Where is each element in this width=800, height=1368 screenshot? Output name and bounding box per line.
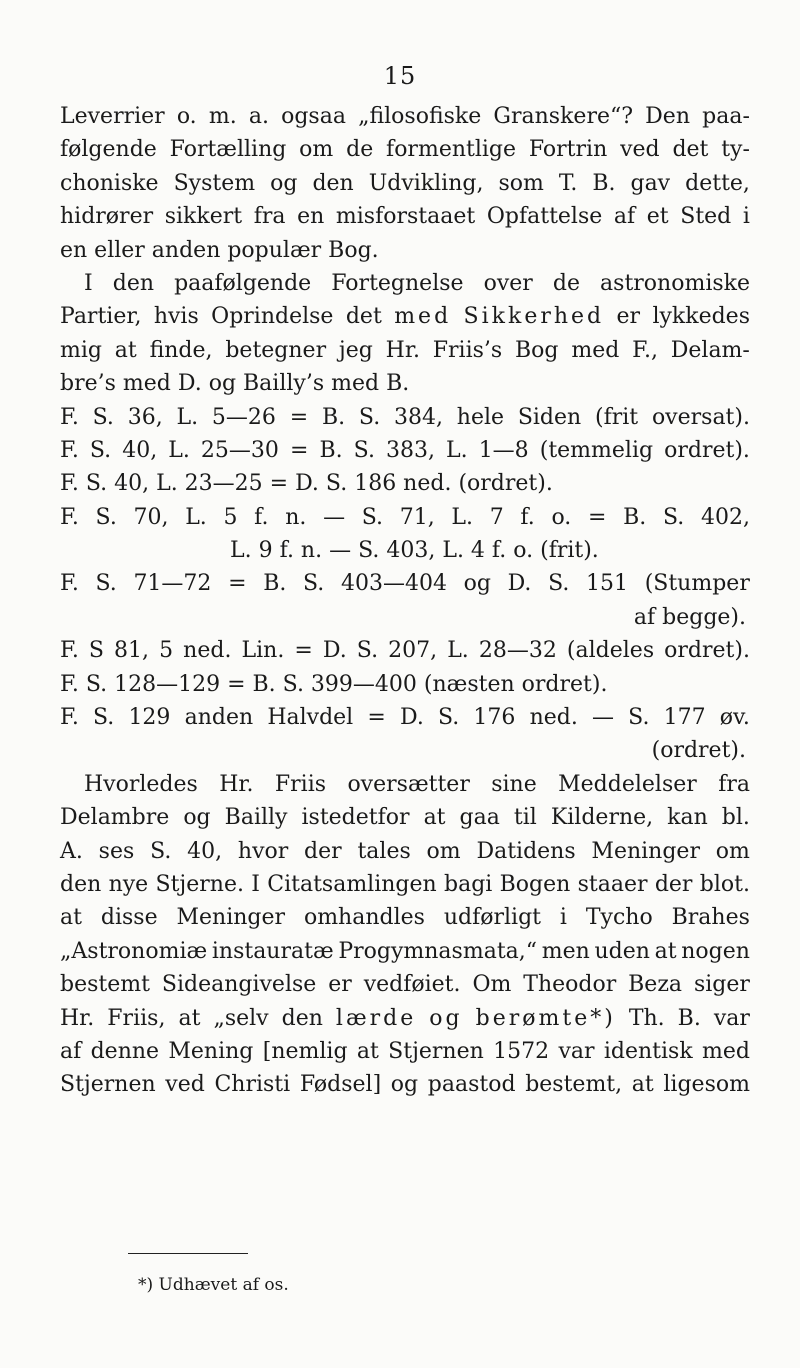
word: Meninger [591,838,700,864]
word: S. [95,571,117,597]
word: S. [89,437,112,463]
word: S [88,638,104,664]
word: Delam- [670,337,750,363]
word: gav [630,170,671,196]
word: Opfattelse [486,204,603,230]
word: og [463,571,491,597]
text-line [60,334,750,367]
word: Friis [274,771,327,797]
word: omhandles [303,905,425,931]
word: A. [60,838,83,864]
word: paastod [427,1072,516,1098]
word: er [616,304,641,330]
entry-line [60,501,750,534]
word: den [281,1005,323,1031]
word: at [423,805,446,831]
word: [nemlig [262,1038,348,1064]
word: S. [358,404,381,430]
word: F. [60,504,79,530]
word: Granskere“? [493,104,634,129]
word: uden [594,938,650,964]
word: 70, [133,504,169,530]
word: 151 [586,571,629,597]
word: og [270,170,298,196]
word: det [345,304,382,330]
word: Udvikling, [368,170,484,196]
word: „selv [213,1005,269,1031]
word: de [346,137,374,163]
word: hvis [153,304,199,330]
text-line [60,1002,750,1035]
word: L. [176,404,199,430]
word: Citatsamlingen [267,871,437,897]
entry-line [60,634,750,667]
word: jeg [338,337,373,363]
word: Oprindelse [211,304,334,330]
word: som [498,170,544,196]
word: Tycho [585,905,653,931]
word: 71—72 [133,571,212,597]
word: ned. [529,705,578,731]
word: anden [184,705,254,731]
word: 28—32 [478,638,557,664]
word: 176 [473,705,516,731]
word: F. [60,571,79,597]
word: Progymnasmata,“ [338,938,538,964]
text-line: en eller anden populær Bog. [60,237,379,263]
word: Bog [515,337,559,363]
word: Leverrier [60,104,165,129]
word: S. [353,437,375,463]
word: = [228,571,247,597]
entry-line: F. S. 128—129 = B. S. 399—400 (næsten ordret). [60,671,608,697]
word: det [672,137,709,163]
entry-line [60,567,750,600]
word: fra [718,771,750,797]
word: hidrører [60,204,154,230]
word: denne [90,1038,160,1064]
word: 403—404 [340,571,447,597]
word: nye [108,871,149,897]
word: „filosofiske [358,104,482,129]
text-line [60,801,750,834]
word: 81, [114,638,150,664]
word: — [323,504,346,530]
word: 129 [128,705,171,731]
word: den [112,270,155,296]
word: S. [95,504,117,530]
word: nogen [681,938,750,964]
word: over [483,270,533,296]
word: 7 [489,504,504,530]
word: kan [667,805,708,831]
word: blot. [699,871,750,897]
word: 1—8 [478,437,529,463]
word: med [701,1038,750,1064]
word: og [183,805,211,831]
word: Friis, [107,1005,166,1031]
word: Meddelelser [558,771,697,797]
word: at [356,1038,379,1064]
body-text [60,100,750,1102]
word: L. [446,437,468,463]
word: Stjernen [388,1038,484,1064]
entry-continuation: af begge). [633,604,746,630]
footnote-rule [128,1253,248,1254]
word: ved [165,1072,205,1098]
word: Hr. [60,1005,95,1031]
word: n. [285,504,307,530]
text-line: bre’s med D. og Bailly’s med B. [60,371,410,397]
word: identisk [603,1038,693,1064]
word: tales [357,838,411,864]
word: Fødsel] [299,1072,382,1098]
word: B. [623,504,647,530]
word: F., [632,337,658,363]
text-line [60,868,750,901]
word: oversat). [651,404,750,430]
word: F. [60,404,79,430]
word: at [114,337,137,363]
word: = [588,504,607,530]
page-number: 15 [383,62,417,90]
word: ordret). [664,437,750,463]
word: bagi [444,871,493,897]
text-line [60,267,750,300]
word: B. [319,437,343,463]
word: a. [248,104,269,129]
word: Sideangivelse [161,972,317,998]
word: Om [472,972,512,998]
word: med [394,304,452,330]
word: S. [437,705,460,731]
word: Christi [214,1072,291,1098]
word: Bailly [224,805,288,831]
word: disse [100,905,158,931]
word: I [251,871,260,897]
word: sine [491,771,537,797]
word: Den [645,104,690,129]
word: D. [507,571,532,597]
word: at [631,1072,654,1098]
entry-line [60,434,750,467]
word: 383, [386,437,435,463]
word: o. [551,504,572,530]
word: 5 [223,504,238,530]
word: gaa [459,805,500,831]
text-line [60,100,750,133]
word: Hvorledes [84,771,198,797]
entry-continuation: L. 9 f. n. — S. 403, L. 4 f. o. (frit). [230,538,599,564]
word: 40, [187,838,223,864]
word: 5—26 [211,404,276,430]
word: Lin. [241,638,285,664]
word: bestemt [60,972,150,998]
word: er [328,972,352,998]
word: men [541,938,590,964]
word: T. [558,170,578,196]
entry-continuation: (ordret). [651,738,746,764]
word: til [513,805,537,831]
text-line [60,835,750,868]
word: ned. [183,638,232,664]
word: de [552,270,580,296]
word: misforstaaet [335,204,476,230]
text-line [60,133,750,166]
word: instauratæ [211,938,334,964]
word: Friis’s [432,337,503,363]
word: og [429,1005,463,1031]
word: Sikkerhed [463,304,605,330]
word: System [173,170,256,196]
word: følgende [60,137,157,163]
word: et [646,204,669,230]
word: = [289,404,309,430]
word: S. [92,404,114,430]
word: staaer [577,871,648,897]
word: Beza [628,972,683,998]
word: Stjerne. [155,871,244,897]
word: var [558,1038,595,1064]
word: ty- [721,137,750,163]
word: med [571,337,620,363]
text-line [60,935,750,968]
word: Partier, [60,304,142,330]
word: L. [451,504,474,530]
word: Kilderne, [550,805,654,831]
word: ligesom [663,1072,750,1098]
word: Halvdel [267,705,354,731]
word: 5 [159,638,174,664]
word: mig [60,337,102,363]
word: S. [303,571,325,597]
text-line [60,768,750,801]
word: m. [208,104,237,129]
word: ses [98,838,135,864]
word: astronomiske [600,270,750,296]
word: bestemt, [525,1072,623,1098]
word: bl. [721,805,750,831]
word: der [654,871,693,897]
word: øv. [719,705,750,731]
word: = [289,437,309,463]
text-line [60,901,750,934]
word: af [60,1038,82,1064]
word: Bogen [499,871,571,897]
word: Hr. [219,771,254,797]
word: (temmelig [539,437,654,463]
text-line [60,1035,750,1068]
word: f. [254,504,269,530]
word: (frit [595,404,639,430]
word: berømte*) [475,1005,616,1031]
word: sikkert [164,204,243,230]
word: hele [456,404,505,430]
word: var [713,1005,750,1031]
word: oversætter [347,771,470,797]
word: lykkedes [652,304,750,330]
text-line [60,167,750,200]
word: om [715,838,750,864]
word: 402, [700,504,750,530]
word: paafølgende [174,270,312,296]
word: ved [620,137,660,163]
word: Sted [680,204,732,230]
word: B. [592,170,616,196]
word: Fortrin [528,137,608,163]
word: paa- [702,104,750,129]
word: B. [321,404,346,430]
word: at [654,938,677,964]
word: fra [253,204,286,230]
word: S. [150,838,172,864]
word: D. [399,705,424,731]
word: vedføiet. [363,972,461,998]
word: L. [168,437,190,463]
word: = [294,638,313,664]
word: Meninger [176,905,286,931]
word: 36, [127,404,163,430]
word: 71, [399,504,435,530]
word: 177 [663,705,706,731]
word: i [742,204,750,230]
word: L. [185,504,207,530]
word: en [297,204,325,230]
word: hvor [237,838,289,864]
word: Fortælling [169,137,287,163]
word: o. [176,104,197,129]
word: 207, [388,638,438,664]
word: f. [520,504,535,530]
word: istedetfor [301,805,410,831]
word: 40, [122,437,158,463]
word: i [559,905,567,931]
word: formentlige [386,137,517,163]
word: at [60,905,82,931]
text-line [60,200,750,233]
entry-line [60,701,750,734]
word: B. [263,571,287,597]
word: at [178,1005,201,1031]
word: ordret). [664,638,750,664]
word: siger [693,972,750,998]
text-line [60,968,750,1001]
word: Hr. [385,337,420,363]
word: S. [548,571,570,597]
word: B. [677,1005,701,1031]
word: S. [93,705,115,731]
word: der [304,838,342,864]
word: Theodor [523,972,617,998]
word: ogsaa [281,104,346,129]
word: S. [662,504,685,530]
footnote: *) Udhævet af os. [138,1275,289,1295]
text-line [60,300,750,333]
word: S. [628,705,650,731]
text-line [60,1068,750,1101]
word: „Astronomiæ [60,938,208,964]
word: = [367,705,386,731]
word: lærde [335,1005,417,1031]
word: Datidens [476,838,576,864]
entry-line: F. S. 40, L. 23—25 = D. S. 186 ned. (ordret). [60,471,553,497]
word: F. [60,638,79,664]
word: Brahes [671,905,750,931]
word: den [312,170,354,196]
word: S. [356,638,379,664]
word: finde, [149,337,213,363]
word: F. [60,705,79,731]
word: og [390,1072,419,1098]
word: 25—30 [200,437,279,463]
word: den [60,871,102,897]
word: D. [322,638,347,664]
word: udførligt [443,905,542,931]
word: S. [361,504,384,530]
word: Mening [168,1038,254,1064]
word: Delambre [60,805,170,831]
word: dette, [685,170,750,196]
word: betegner [225,337,327,363]
word: af [613,204,636,230]
word: 1572 [493,1038,550,1064]
word: om [299,137,334,163]
word: — [592,705,614,731]
entry-line [60,401,750,434]
word: Fortegnelse [331,270,464,296]
word: (Stumper [644,571,750,597]
word: F. [60,437,79,463]
word: I [84,270,93,296]
word: Th. [628,1005,665,1031]
word: L. [447,638,469,664]
word: (aldeles [566,638,655,664]
word: Stjernen [60,1072,156,1098]
word: choniske [60,170,159,196]
word: Siden [517,404,582,430]
word: om [426,838,461,864]
word: 384, [394,404,443,430]
